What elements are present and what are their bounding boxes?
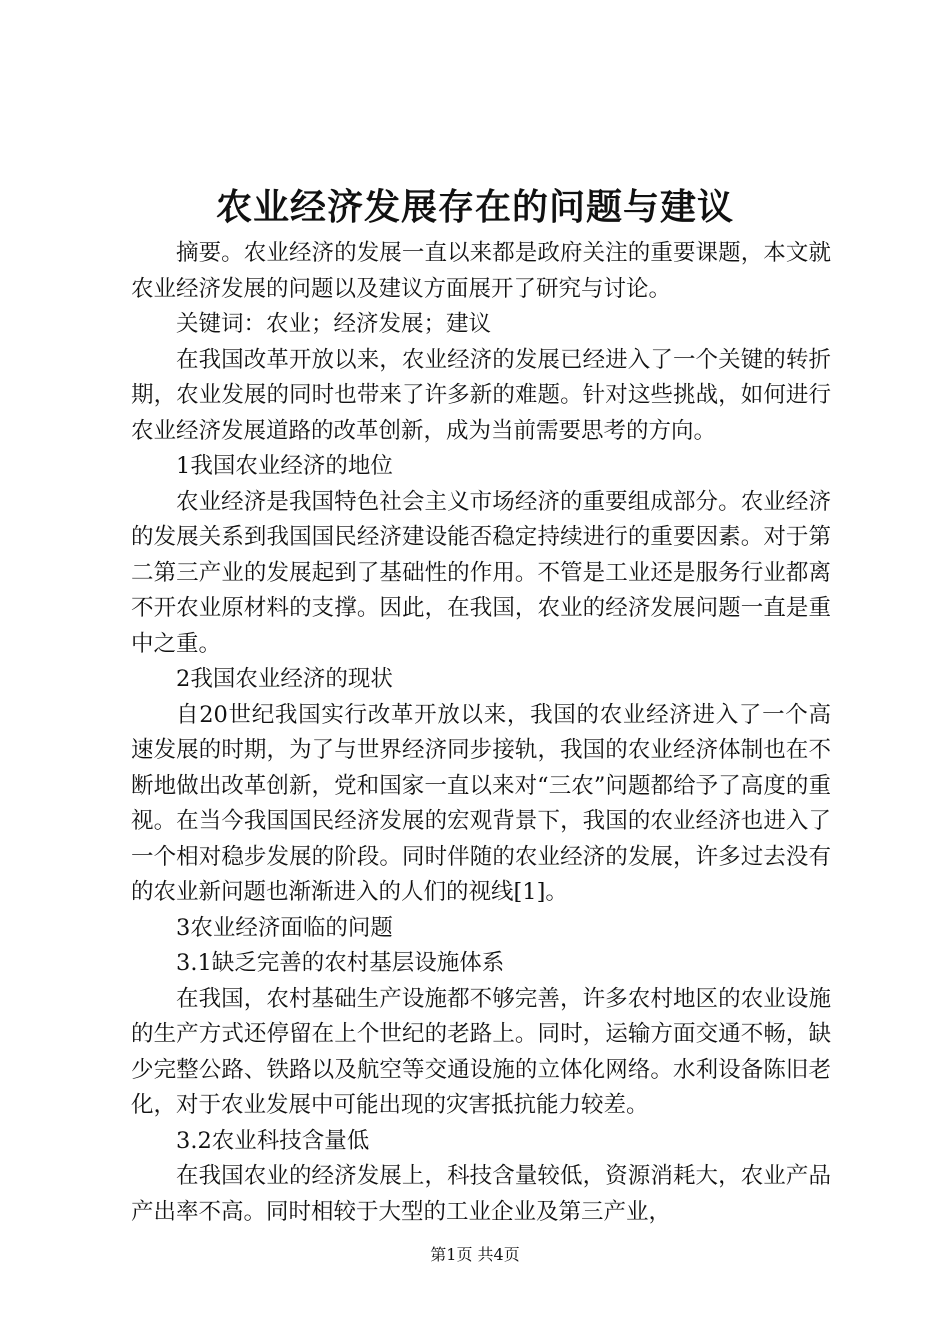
subsection-heading-3-1: 3.1缺乏完善的农村基层设施体系 — [176, 950, 505, 976]
body-paragraph: 在我国，农村基础生产设施都不够完善，许多农村地区的农业设施的生产方式还停留在上个世纪的老路上。同时，运输方面交通不畅，缺少完整公路、铁路以及航空等交通设施的立体化网络。水利设备陈旧老化，对于农业发展中可能出现的灾害抵抗能力较差。 — [131, 985, 831, 1118]
document-body — [131, 236, 831, 1230]
page-footer: 第1页 共4页 — [430, 1245, 520, 1264]
intro-paragraph: 在我国改革开放以来，农业经济的发展已经进入了一个关键的转折期，农业发展的同时也带来了许多新的难题。针对这些挑战，如何进行农业经济发展道路的改革创新，成为当前需要思考的方向。 — [131, 346, 831, 444]
keywords-paragraph: 关键词：农业；经济发展；建议 — [176, 311, 492, 337]
body-paragraph: 自20世纪我国实行改革开放以来，我国的农业经济进入了一个高速发展的时期，为了与世界经济同步接轨，我国的农业经济体制也在不断地做出改革创新，党和国家一直以来对“三农”问题都给予了高度的重视。在当今我国国民经济发展的宏观背景下，我国的农业经济也进入了一个相对稳步发展的阶段。同时伴随的农业经济的发展，许多过去没有的农业新问题也渐渐进入的人们的视线[1]。 — [131, 701, 831, 905]
subsection-heading-3-2: 3.2农业科技含量低 — [176, 1127, 370, 1154]
document-title: 农业经济发展存在的问题与建议 — [215, 186, 734, 228]
section-heading-2: 2我国农业经济的现状 — [176, 666, 393, 692]
abstract-paragraph: 摘要。农业经济的发展一直以来都是政府关注的重要课题，本文就农业经济发展的问题以及建议方面展开了研究与讨论。 — [131, 240, 831, 302]
body-paragraph: 在我国农业的经济发展上，科技含量较低，资源消耗大，农业产品产出率不高。同时相较于大型的工业企业及第三产业， — [131, 1163, 831, 1225]
body-paragraph: 农业经济是我国特色社会主义市场经济的重要组成部分。农业经济的发展关系到我国国民经济建设能否稳定持续进行的重要因素。对于第二第三产业的发展起到了基础性的作用。不管是工业还是服务行业都离不开农业原材料的支撑。因此，在我国，农业的经济发展问题一直是重中之重。 — [131, 488, 831, 657]
section-heading-1: 1我国农业经济的地位 — [176, 453, 393, 479]
section-heading-3: 3农业经济面临的问题 — [176, 914, 393, 941]
